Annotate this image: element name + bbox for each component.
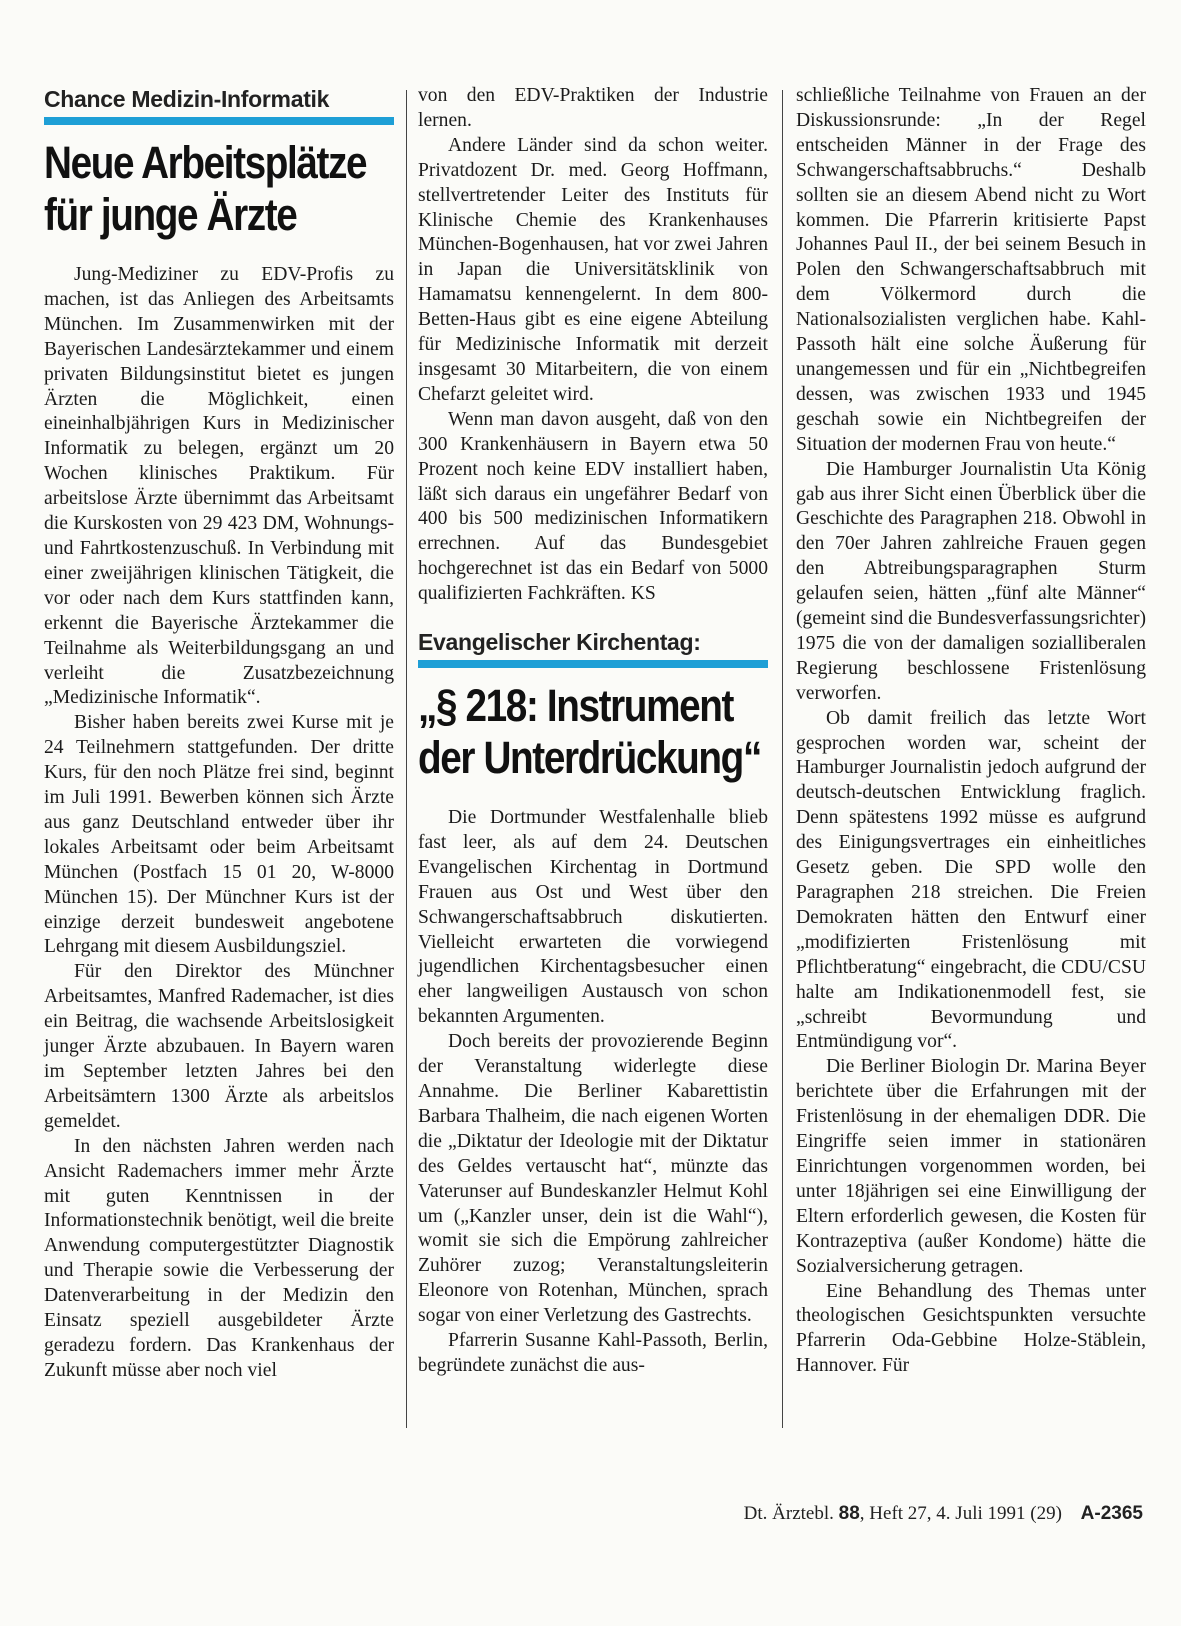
article1-paragraph: Bisher haben bereits zwei Kurse mit je 24 Teilnehmern stattgefunden. Der dritte Kurs, für den noch Plätze frei sind, beginnt im Juli 1991. Bewerben können sich Ärzte aus ganz Deutschland entweder über ihr lokales Arbeitsamt oder beim Arbeitsamt München (Postfach 15 01 20, W-8000 München 15). Der Münchner Kurs ist der einzige derzeit bundesweit angebotene Lehrgang mit diesem Ausbildungsziel. (44, 712, 394, 958)
article1-paragraph: Andere Länder sind da schon weiter. Privatdozent Dr. med. Georg Hoffmann, stellvertretender Leiter des Instituts für Klinische Chemie des Krankenhauses München-Bogenhausen, hat vor zwei Jahren in Japan die Universitätsklinik von Hamamatsu kennengelernt. In dem 800-Betten-Haus gibt es eine eigene Abteilung für Medizinische Informatik mit derzeit insgesamt 30 Mitarbeitern, die von einem Chefarzt geleitet wird. (418, 134, 768, 405)
footer-volume: 88 (838, 1503, 860, 1524)
article2-paragraph: Ob damit freilich das letzte Wort gesprochen worden war, scheint der Hamburger Journalistin jedoch aufgrund der deutsch-deutschen Entwicklung fraglich. Denn spätestens 1992 müsse es aufgrund des Einigungsvertrages ein einheitliches Gesetz geben. Die SPD wolle den Paragraphen 218 streichen. Die Freien Demokraten hätten den Entwurf einer „modifizierten Fristenlösung mit Pflichtberatung“ eingebracht, die CDU/CSU halte am Indikationenmodell fest, sie „schreibt Bevormundung und Entmündigung vor“. (796, 707, 1146, 1053)
article2-paragraph: Pfarrerin Susanne Kahl-Passoth, Berlin, begründete zunächst die aus- (418, 1330, 768, 1376)
article2 (418, 627, 768, 1379)
article2-paragraph: Eine Behandlung des Themas unter theologischen Gesichtspunkten versuchte Pfarrerin Oda-Gebbine Holze-Stäblein, Hannover. Für (796, 1280, 1146, 1377)
kicker-bar (44, 117, 394, 125)
article1-paragraph: Jung-Mediziner zu EDV-Profis zu machen, ist das Anliegen des Arbeitsamts München. Im Zusammenwirken mit der Bayerischen Landesärztekammer und einem privaten Bildungsinstitut bietet es jungen Ärzten die Möglichkeit, einen eineinhalbjährigen Kurs in Medizinischer Informatik zu belegen, ergänzt um 20 Wochen klinisches Praktikum. Für arbeitslose Ärzte übernimmt das Arbeitsamt die Kurskosten von 29 423 DM, Wohnungs- und Fahrtkostenzuschuß. In Verbindung mit einer zweijährigen klinischen Tätigkeit, die vor oder nach dem Kurs stattfinden kann, erkennt die Bayerische Ärztekammer die Teilnahme als Weiterbildungsgang an und verleiht die Zusatzbezeichnung „Medizinische Informatik“. (44, 264, 394, 709)
footer-issue-date: , Heft 27, 4. Juli 1991 (29) (859, 1503, 1062, 1524)
article2-paragraph: Die Berliner Biologin Dr. Marina Beyer berichtete über die Erfahrungen mit der Fristenlösung in der ehemaligen DDR. Die Eingriffe seien immer in stationären Einrichtungen vorgenommen worden, bei unter 18jährigen sei eine Einwilligung der Eltern erforderlich gewesen, die Kosten für Kontrazeptiva (außer Kondome) hätte die Sozialversicherung getragen. (796, 1056, 1146, 1277)
page-footer (744, 1503, 1143, 1525)
article1-paragraph: In den nächsten Jahren werden nach Ansicht Rademachers immer mehr Ärzte mit guten Kenntnissen in der Informationstechnik benötigt, weil die breite Anwendung computergestützter Diagnostik und Therapie sowie die Verbesserung der Datenverarbeitung in der Medizin den Einsatz speziell ausgebildeter Ärzte geradezu fordern. Das Krankenhaus der Zukunft müsse aber noch viel (44, 1135, 394, 1381)
article1-kicker: Chance Medizin-Informatik (44, 86, 330, 112)
article1-paragraph: Für den Direktor des Münchner Arbeitsamtes, Manfred Rademacher, ist dies ein Beitrag, die wachsende Arbeitslosigkeit junger Ärzte abzubauen. In Bayern waren im September letzten Jahres bei den Arbeitsämtern 1300 Ärzte als arbeitslos gemeldet. (44, 961, 394, 1132)
kicker-bar (418, 660, 768, 668)
article1-paragraph: von den EDV-Praktiken der Industrie lernen. (418, 85, 768, 131)
article1-paragraph: Wenn man davon ausgeht, daß von den 300 Krankenhäusern in Bayern etwa 50 Prozent noch keine EDV installiert haben, läßt sich daraus ein ungefährer Bedarf von 400 bis 500 medizinischen Informatikern errechnen. Auf das Bundesgebiet hochgerechnet ist das ein Bedarf von 5000 qualifizierten Fachkräften. KS (418, 408, 768, 605)
footer-journal: Dt. Ärztebl. (743, 1503, 834, 1524)
article2-headline: „§ 218: Instrument der Unterdrückung“ (418, 680, 761, 784)
article2-paragraph: Doch bereits der provozierende Beginn der Veranstaltung widerlegte diese Annahme. Die Berliner Kabarettistin Barbara Thalheim, die nach eigenen Worten die „Diktatur der Ideologie mit der Diktatur des Geldes vertauscht hat“, münzte das Vaterunser auf Bundeskanzler Helmut Kohl um („Kanzler unser, dein ist die Wahl“), womit sie sich die Empörung zahlreicher Zuhörer zuzog; Veranstaltungsleiterin Eleonore von Rotenhan, München, sprach sogar von einer Verletzung des Gastrechts. (418, 1031, 768, 1327)
article1-headline: Neue Arbeitsplätze für junge Ärzte (44, 137, 367, 240)
column-3 (796, 84, 1146, 1379)
article2-paragraph: Die Hamburger Journalistin Uta König gab aus ihrer Sicht einen Überblick über die Geschichte des Paragraphen 218. Obwohl in den 70er Jahren zahlreiche Frauen gegen den Abtreibungsparagraphen Sturm gelaufen seien, hätten „fünf alte Männer“ (gemeint sind die Bundesverfassungsrichter) 1975 die von der damaligen sozialliberalen Regierung beschlossene Fristenlösung verworfen. (796, 458, 1146, 704)
footer-page-number: A-2365 (1080, 1503, 1143, 1524)
article2-paragraph: schließliche Teilnahme von Frauen an der Diskussionsrunde: „In der Regel entscheiden Männer in der Frage des Schwangerschaftsabbruchs.“ Deshalb sollten sie an diesem Abend nicht zu Wort kommen. Die Pfarrerin kritisierte Papst Johannes Paul II., der bei seinem Besuch in Polen den Schwangerschaftsabbruch mit dem Völkermord durch die Nationalsozialisten verglichen habe. Kahl-Passoth hält eine solche Äußerung für unangemessen und für ein „Nichtbegreifen dessen, was zwischen 1933 und 1945 geschah sowie ein Nichtbegreifen der Situation der modernen Frau von heute.“ (796, 85, 1146, 455)
column-1 (44, 84, 394, 1384)
article2-kicker: Evangelischer Kirchentag: (418, 629, 701, 656)
article2-paragraph: Die Dortmunder Westfalenhalle blieb fast leer, als auf dem 24. Deutschen Evangelischen Kirchentag in Dortmund Frauen aus Ost und West über den Schwangerschaftsabbruch diskutierten. Vielleicht erwarteten die vorwiegend jugendlichen Kirchentagsbesucher einen eher langweiligen Austausch von schon bekannten Argumenten. (418, 807, 768, 1028)
column-2 (418, 84, 768, 1379)
